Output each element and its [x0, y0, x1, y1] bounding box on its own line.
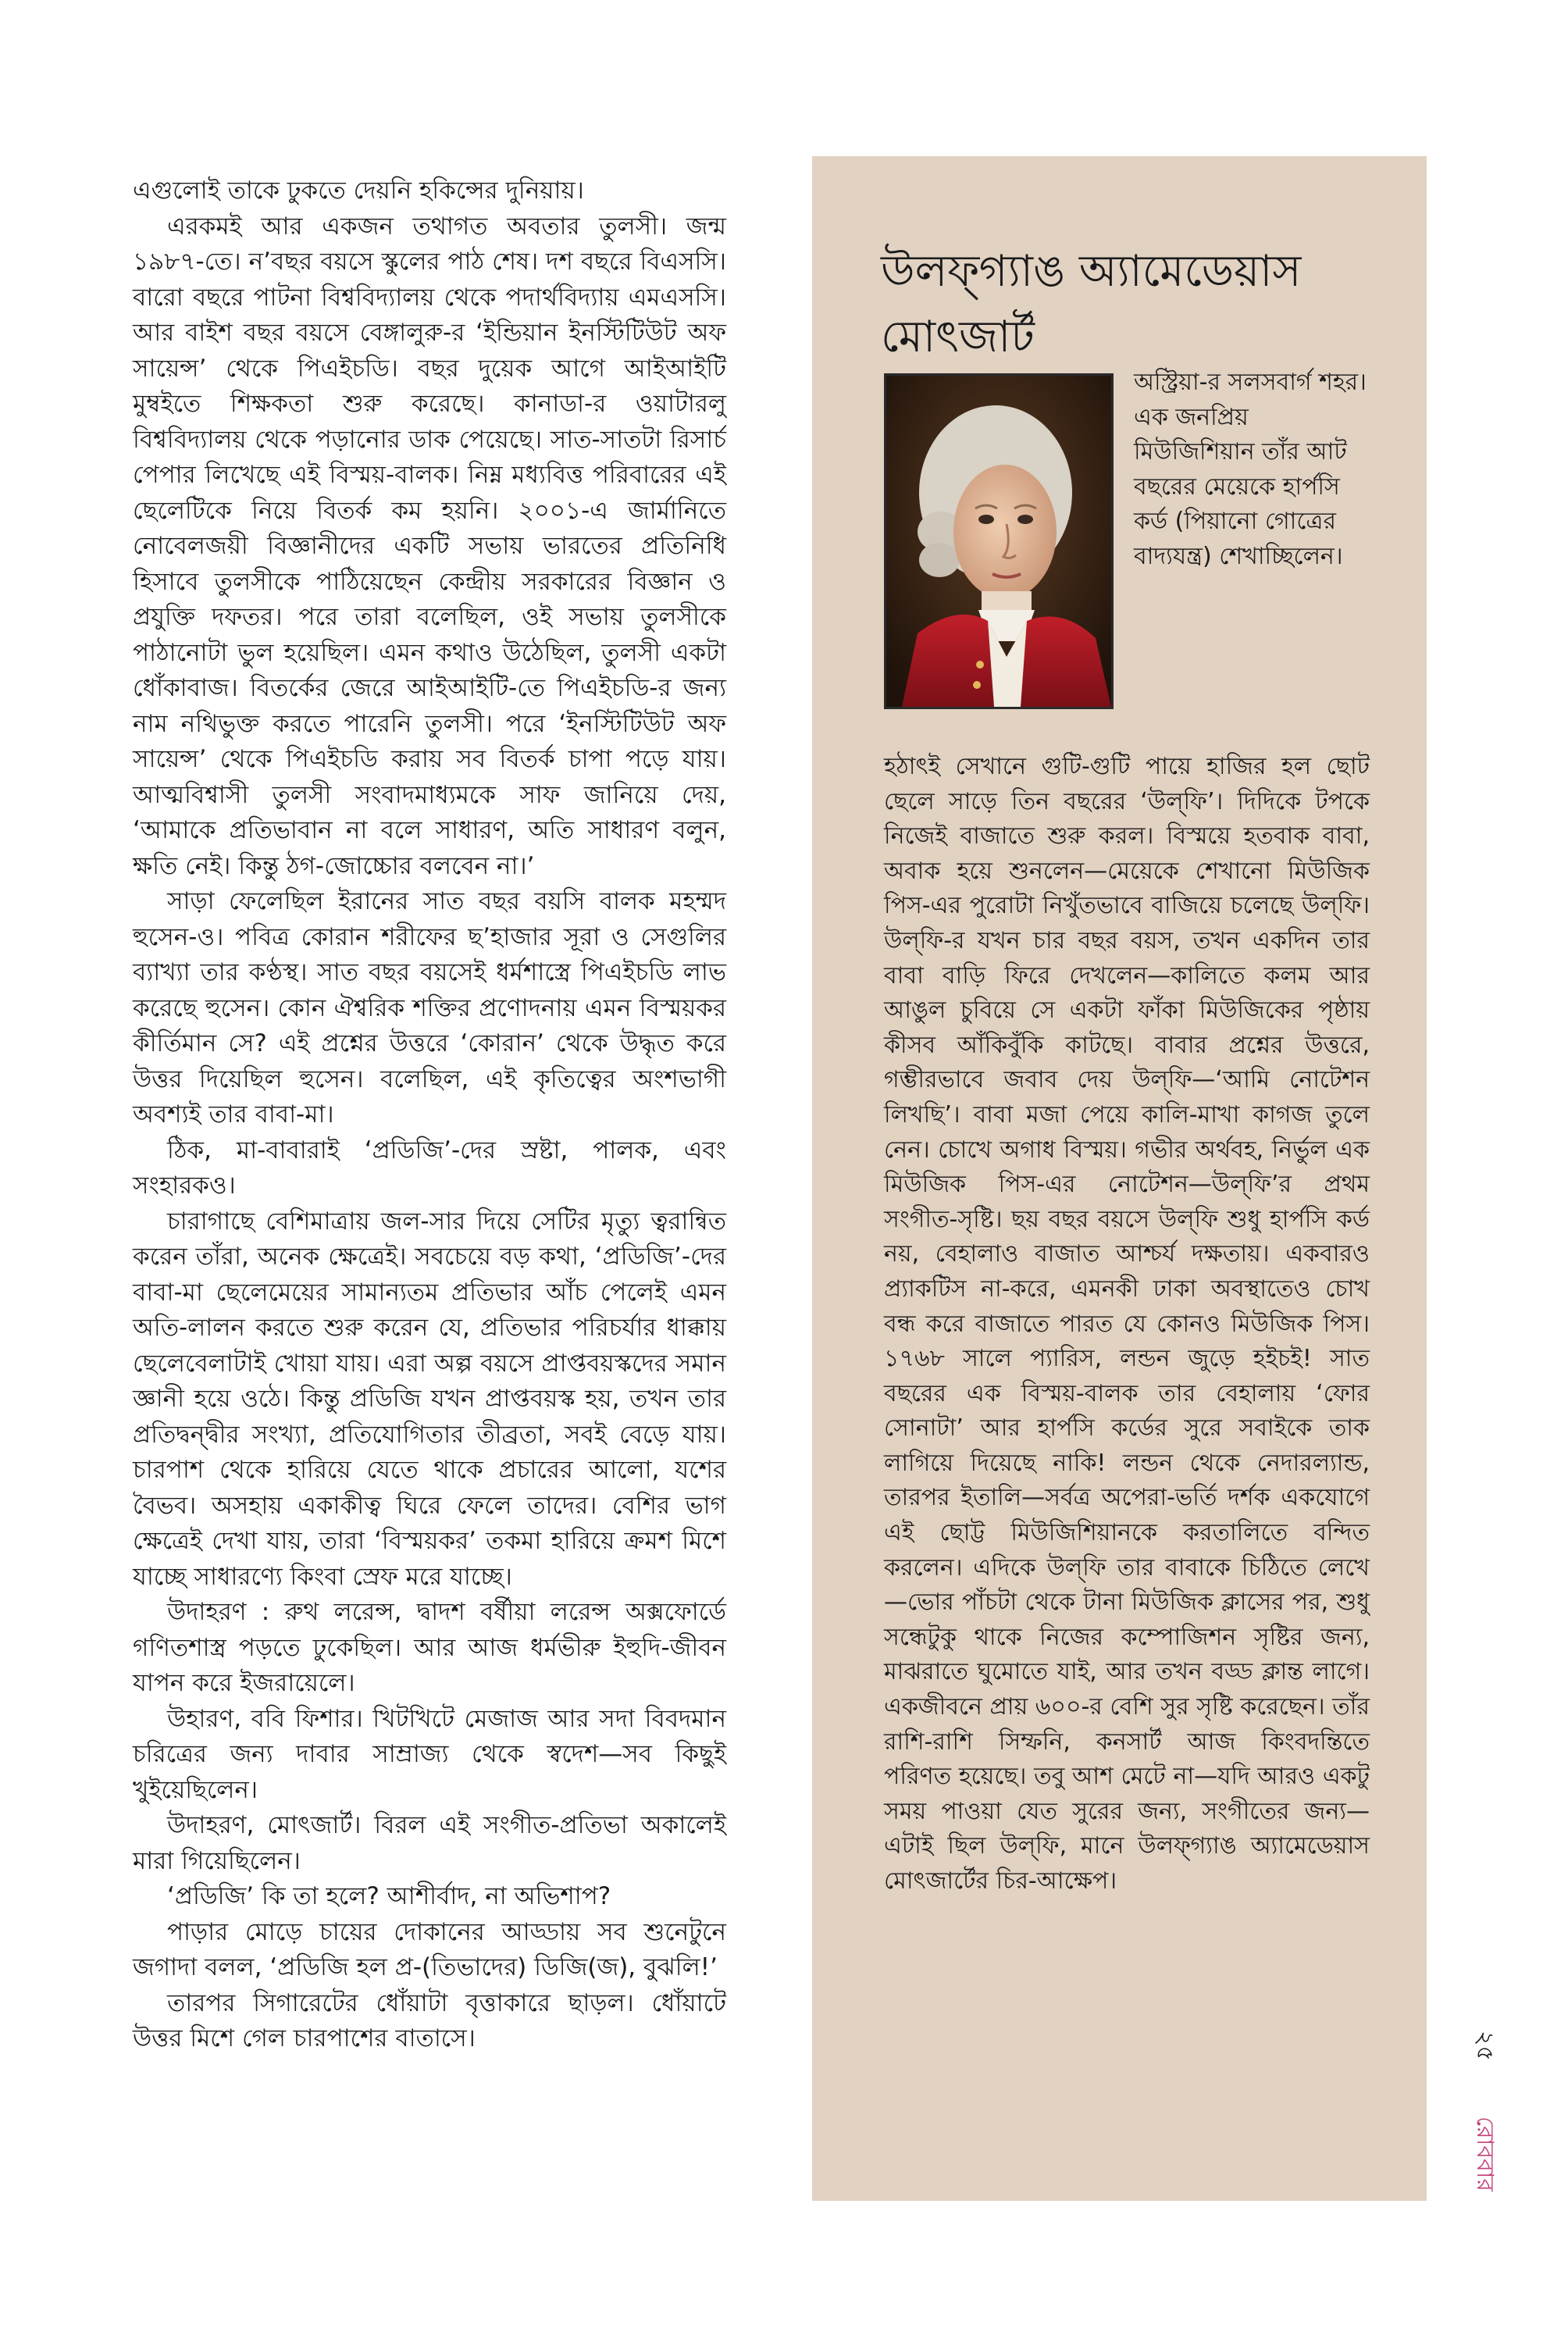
sidebar-title	[881, 239, 1381, 370]
mozart-sidebar-box	[812, 156, 1427, 2201]
page-folio	[1468, 2031, 1515, 2218]
portrait-illustration	[886, 376, 1111, 707]
article-paragraph: ‘প্রডিজি’ কি তা হলে? আশীর্বাদ, না অভিশাপ?	[167, 1882, 611, 1910]
article-paragraph: তারপর সিগারেটের ধোঁয়াটা বৃত্তাকারে ছাড়ল। ধোঁয়াটে উত্তর মিশে গেল চারপাশের বাতাসে।	[133, 1988, 726, 2052]
publication-name: রোববার	[1471, 2116, 1499, 2191]
sidebar-paragraph: হঠাৎই সেখানে গুটি-গুটি পায়ে হাজির হল ছোট ছেলে সাড়ে তিন বছরের ‘উল্‌ফি’। দিদিকে টপকে নিজেই বাজাতে শুরু করল। বিস্ময়ে হতবাক বাবা, অবাক হয়ে শুনলেন—মেয়েকে শেখানো মিউজিক পিস-এর পুরোটা নিখুঁতভাবে বাজিয়ে চলেছে উল্‌ফি। উল্‌ফি-র যখন চার বছর বয়স, তখন একদিন তার বাবা বাড়ি ফিরে দেখলেন—কালিতে কলম আর আঙুল চুবিয়ে সে একটা ফাঁকা মিউজিকের পৃষ্ঠায় কীসব আঁকিবুঁকি কাটছে। বাবার প্রশ্নের উত্তরে, গম্ভীরভাবে জবাব দেয় উল্‌ফি—‘আমি নোটেশন লিখছি’। বাবা মজা পেয়ে কালি-মাখা কাগজ তুলে নেন। চোখে অগাধ বিস্ময়। গভীর অর্থবহ, নির্ভুল এক মিউজিক পিস-এর নোটেশন—উল্‌ফি’র প্রথম সংগীত-সৃষ্টি। ছয় বছর বয়সে উল্‌ফি শুধু হার্পসি কর্ড নয়, বেহালাও বাজাত আশ্চর্য দক্ষতায়। একবারও প্র্যাকটিস না-করে, এমনকী ঢাকা অবস্থাতেও চোখ বন্ধ করে বাজাতে পারত যে কোনও মিউজিক পিস। ১৭৬৮ সালে প্যারিস, লন্ডন জুড়ে হইচই! সাত বছরের এক বিস্ময়-বালক তার বেহালায় ‘ফোর সোনাটা’ আর হার্পসি কর্ডের সুরে সবাইকে তাক লাগিয়ে দিয়েছে নাকি! লন্ডন থেকে নেদারল্যান্ড, তারপর ইতালি—সর্বত্র অপেরা-ভর্তি দর্শক একযোগে এই ছোট্ট মিউজিশিয়ানকে করতালিতে বন্দিত করলেন। এদিকে উল্‌ফি তার বাবাকে চিঠিতে লেখে—ভোর পাঁচটা থেকে টানা মিউজিক ক্লাসের পর, শুধু সন্ধেটুকু থাকে নিজের কম্পোজিশন সৃষ্টির জন্য, মাঝরাতে ঘুমোতে যাই, আর তখন বড্ড ক্লান্ত লাগে। একজীবনে প্রায় ৬০০-র বেশি সুর সৃষ্টি করেছেন। তাঁর রাশি-রাশি সিম্ফনি, কনসার্ট আজ কিংবদন্তিতে পরিণত হয়েছে। তবু আশ মেটে না—যদি আরও একটু সময় পাওয়া যেত সুরের জন্য, সংগীতের জন্য—এটাই ছিল উল্‌ফি, মানে উলফ্‌গ্যাঙ অ্যামেডেয়াস মোৎজার্টের চির-আক্ষেপ।	[884, 753, 1370, 1895]
sidebar-paragraph: অস্ট্রিয়া-র সলসবার্গ শহর। এক জনপ্রিয় মিউজিশিয়ান তাঁর আট বছরের মেয়েকে হার্পসি কর্ড (পিয়ানো গোত্রের বাদ্যযন্ত্র) শেখাচ্ছিলেন।	[1134, 369, 1367, 570]
article-paragraph: এরকমই আর একজন তথাগত অবতার তুলসী। জন্ম ১৯৮৭-তে। ন’বছর বয়সে স্কুলের পাঠ শেষ। দশ বছরে বিএসসি। বারো বছরে পাটনা বিশ্ববিদ্যালয় থেকে পদার্থবিদ্যায় এমএসসি। আর বাইশ বছর বয়সে বেঙ্গালুরু-র ‘ইন্ডিয়ান ইনস্টিটিউট অফ সায়েন্স’ থেকে পিএইচডি। বছর দুয়েক আগে আইআইটি মুম্বইতে শিক্ষকতা শুরু করেছে। কানাডা-র ওয়াটারলু বিশ্ববিদ্যালয় থেকে পড়ানোর ডাক পেয়েছে। সাত-সাতটা রিসার্চ পেপার লিখেছে এই বিস্ময়-বালক। নিম্ন মধ্যবিত্ত পরিবারের এই ছেলেটিকে নিয়ে বিতর্ক কম হয়নি। ২০০১-এ জার্মানিতে নোবেলজয়ী বিজ্ঞানীদের একটি সভায় ভারতের প্রতিনিধি হিসাবে তুলসীকে পাঠিয়েছেন কেন্দ্রীয় সরকারের বিজ্ঞান ও প্রযুক্তি দফতর। পরে তারা বলেছিল, ওই সভায় তুলসীকে পাঠানোটা ভুল হয়েছিল। এমন কথাও উঠেছিল, তুলসী একটা ধোঁকাবাজ। বিতর্কের জেরে আইআইটি-তে পিএইচডি-র জন্য নাম নথিভুক্ত করতে পারেনি তুলসী। পরে ‘ইনস্টিটিউট অফ সায়েন্স’ থেকে পিএইচডি করায় সব বিতর্ক চাপা পড়ে যায়। আত্মবিশ্বাসী তুলসী সংবাদমাধ্যমকে সাফ জানিয়ে দেয়, ‘আমাকে প্রতিভাবান না বলে সাধারণ, অতি সাধারণ বলুন, ক্ষতি নেই। কিন্তু ঠগ-জোচ্চোর বলবেন না।’	[133, 212, 726, 880]
article-paragraph: পাড়ার মোড়ে চায়ের দোকানের আড্ডায় সব শুনেটুনে জগাদা বলল, ‘প্রডিজি হল প্র-(তিভাদের) ডিজি(জ), বুঝলি!’	[133, 1917, 726, 1981]
article-body-column	[133, 173, 726, 2057]
article-paragraph: ঠিক, মা-বাবারাই ‘প্রডিজি’-দের স্রষ্টা, পালক, এবং সংহারকও।	[133, 1136, 726, 1200]
article-paragraph: এগুলোই তাকে ঢুকতে দেয়নি হকিন্সের দুনিয়ায়।	[133, 177, 584, 205]
article-paragraph: সাড়া ফেলেছিল ইরানের সাত বছর বয়সি বালক মহম্মদ হুসেন-ও। পবিত্র কোরান শরীফের ছ’হাজার সূরা ও সেগুলির ব্যাখ্যা তার কণ্ঠস্থ। সাত বছর বয়সেই ধর্মশাস্ত্রে পিএইচডি লাভ করেছে হুসেন। কোন ঐশ্বরিক শক্তির প্রণোদনায় এমন বিস্ময়কর কীর্তিমান সে? এই প্রশ্নের উত্তরে ‘কোরান’ থেকে উদ্ধৃত করে উত্তর দিয়েছিল হুসেন। বলেছিল, এই কৃতিত্বের অংশভাগী অবশ্যই তার বাবা-মা।	[133, 887, 726, 1129]
page-number: ২৫	[1471, 2031, 1499, 2061]
sidebar-body-text	[884, 750, 1370, 1899]
article-paragraph: চারাগাছে বেশিমাত্রায় জল-সার দিয়ে সেটির মৃত্যু ত্বরান্বিত করেন তাঁরা, অনেক ক্ষেত্রেই। সবচেয়ে বড় কথা, ‘প্রডিজি’-দের বাবা-মা ছেলেমেয়ের সামান্যতম প্রতিভার আঁচ পেলেই এমন অতি-লালন করতে শুরু করেন যে, প্রতিভার পরিচর্যার ধাক্কায় ছেলেবেলাটাই খোয়া যায়। এরা অল্প বয়সে প্রাপ্তবয়স্কদের সমান জ্ঞানী হয়ে ওঠে। কিন্তু প্রডিজি যখন প্রাপ্তবয়স্ক হয়, তখন তার প্রতিদ্বন্দ্বীর সংখ্যা, প্রতিযোগিতার তীব্রতা, সবই বেড়ে যায়। চারপাশ থেকে হারিয়ে যেতে থাকে প্রচারের আলো, যশের বৈভব। অসহায় একাকীত্ব ঘিরে ফেলে তাদের। বেশির ভাগ ক্ষেত্রেই দেখা যায়, তারা ‘বিস্ময়কর’ তকমা হারিয়ে ক্রমশ মিশে যাচ্ছে সাধারণ্যে কিংবা স্রেফ মরে যাচ্ছে।	[133, 1207, 726, 1591]
article-paragraph: উহারণ, ববি ফিশার। খিটখিটে মেজাজ আর সদা বিবদমান চরিত্রের জন্য দাবার সাম্রাজ্য থেকে স্বদেশ—সব কিছুই খুইয়েছিলেন।	[133, 1704, 726, 1804]
article-paragraph: উদাহরণ, মোৎজার্ট। বিরল এই সংগীত-প্রতিভা অকালেই মারা গিয়েছিলেন।	[133, 1811, 726, 1875]
sidebar-title-line: মোৎজার্ট	[881, 312, 1035, 362]
sidebar-intro-text	[1134, 366, 1368, 574]
sidebar-title-line: উলফ্‌গ্যাঙ অ্যামেডেয়াস	[881, 246, 1302, 297]
article-paragraph: উদাহরণ : রুথ লরেন্স, দ্বাদশ বর্ষীয়া লরেন্স অক্সফোর্ডে গণিতশাস্ত্র পড়তে ঢুকেছিল। আর আজ ধর্মভীরু ইহুদি-জীবন যাপন করে ইজরায়েলে।	[133, 1598, 726, 1697]
mozart-portrait-image	[884, 373, 1114, 709]
